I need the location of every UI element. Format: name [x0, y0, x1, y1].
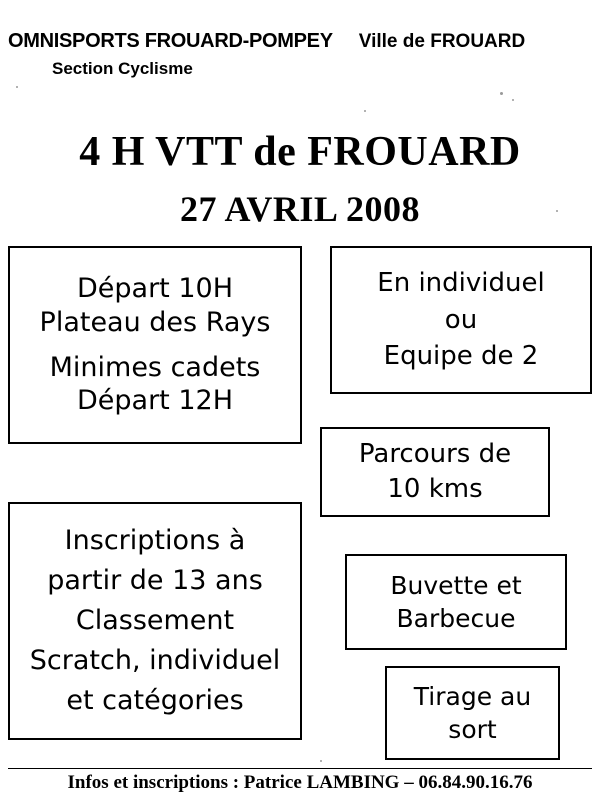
buvette-line-1: Buvette et — [390, 570, 522, 600]
page-title: 4 H VTT de FROUARD — [79, 129, 521, 175]
scan-speck — [512, 99, 514, 101]
individuel-line-1: En individuel — [377, 267, 545, 298]
tirage-line-2: sort — [448, 715, 497, 744]
event-date: 27 AVRIL 2008 — [180, 189, 420, 229]
inscriptions-line-5: et catégories — [66, 684, 244, 716]
organization-name: OMNISPORTS FROUARD-POMPEY — [8, 30, 333, 52]
parcours-line-2: 10 kms — [387, 474, 483, 504]
box-buvette — [345, 554, 567, 650]
poster-header — [0, 30, 600, 79]
box-parcours — [320, 427, 550, 517]
box-individuel — [330, 246, 592, 394]
scan-speck — [500, 92, 503, 95]
section-name: Section Cyclisme — [52, 59, 193, 78]
depart-line-3: Minimes cadets — [49, 351, 261, 383]
inscriptions-line-2: partir de 13 ans — [47, 565, 263, 597]
box-depart — [8, 246, 302, 444]
box-tirage — [385, 666, 560, 760]
depart-line-4: Départ 12H — [76, 385, 233, 417]
depart-line-1: Départ 10H — [76, 272, 233, 304]
inscriptions-line-1: Inscriptions à — [64, 525, 246, 557]
city-name: Ville de FROUARD — [358, 31, 526, 52]
buvette-line-2: Barbecue — [396, 604, 516, 633]
parcours-line-1: Parcours de — [358, 439, 512, 470]
scan-speck — [320, 760, 322, 762]
scan-speck — [364, 110, 366, 112]
inscriptions-line-3: Classement — [75, 605, 235, 637]
header-top-row — [0, 30, 600, 53]
individuel-line-3: Equipe de 2 — [383, 341, 539, 372]
depart-line-2: Plateau des Rays — [39, 306, 271, 338]
footer-divider — [8, 768, 592, 769]
tirage-line-1: Tirage au — [413, 681, 532, 711]
footer-contact: Infos et inscriptions : Patrice LAMBING – 06.84.90.16.76 — [67, 772, 533, 793]
inscriptions-line-4: Scratch, individuel — [29, 644, 281, 676]
box-inscriptions — [8, 502, 302, 740]
individuel-line-2: ou — [444, 304, 478, 335]
scan-speck — [16, 86, 18, 88]
